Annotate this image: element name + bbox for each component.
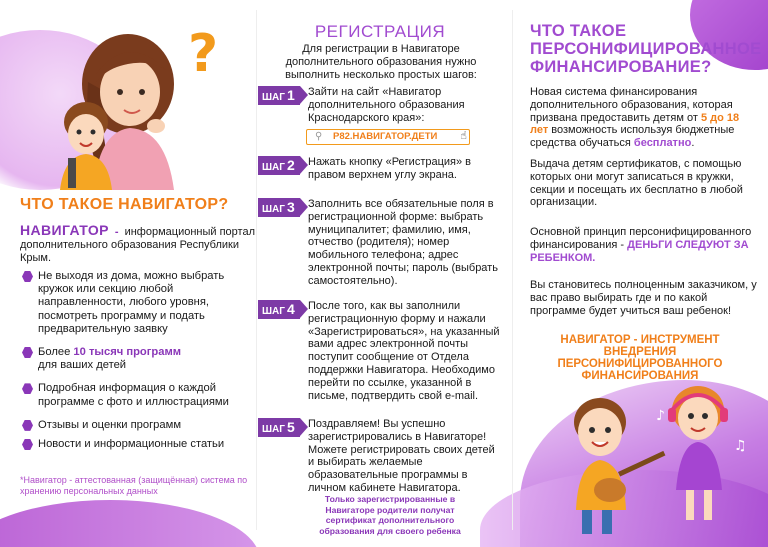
- financing-paragraph-2: Выдача детям сертификатов, с помощью которых они могут записаться в кружки, секции и посещать их бесплатно в любой организации.: [530, 158, 743, 209]
- navigator-tool-banner: НАВИГАТОР - ИНСТРУМЕНТ ВНЕДРЕНИЯ ПЕРСОНИФИЦИРОВАННОГО ФИНАНСИРОВАНИЯ: [557, 334, 723, 382]
- step-badge: ШАГ 3: [258, 198, 300, 217]
- hexagon-bullet-icon: [22, 420, 33, 431]
- list-item: Новости и информационные статьи: [22, 438, 254, 451]
- navigator-intro: [20, 224, 260, 265]
- hexagon-bullet-icon: [22, 271, 33, 282]
- intro-dash: -: [114, 226, 119, 238]
- list-item: Отзывы и оценки программ: [22, 419, 254, 432]
- decor-wave-bottom-left: [0, 500, 260, 547]
- site-url-link[interactable]: ⚲ Р82.НАВИГАТОР.ДЕТИ ☝: [306, 129, 470, 145]
- section-title-registration: РЕГИСТРАЦИЯ: [314, 22, 446, 41]
- children-music-illustration: [548, 380, 758, 540]
- step-text: После того, как вы заполнили регистрационную форму и нажали «Зарегистрироваться», на указанный вами адрес электронной почты поступит сообщение от Отдела поддержки Навигатора. Необходимо перейти по ссылке, указанной в письме, подтвердить свой e-mail.: [308, 300, 500, 402]
- financing-paragraph-1: Новая система финансирования дополнительного образования, которая призвана предоставить детям от 5 до 18 лет возможность используя бюджетные средства обучаться бесплатно.: [530, 86, 740, 150]
- registration-intro: Для регистрации в Навигаторе дополнительного образования нужно выполнить несколько простых шагов:: [285, 43, 477, 81]
- column-divider: [256, 10, 257, 530]
- certificate-note: Только зарегистрированные в Навигаторе родители получат сертификат дополнительного образования для своего ребенка: [319, 494, 461, 536]
- step-badge: ШАГ 2: [258, 156, 300, 175]
- step-badge: ШАГ 1: [258, 86, 300, 105]
- hexagon-bullet-icon: [22, 439, 33, 450]
- step-text: Нажать кнопку «Регистрация» в правом верхнем углу экрана.: [308, 156, 472, 181]
- navigator-features-list: [22, 270, 254, 451]
- financing-paragraph-3: Основной принцип персонифицированного финансирования - ДЕНЬГИ СЛЕДУЮТ ЗА РЕБЕНКОМ.: [530, 226, 752, 264]
- list-item: Не выходя из дома, можно выбрать кружок или секцию любой направленности, любого уровня, посмотреть программу и подать предварительную заявку: [22, 270, 254, 336]
- hexagon-bullet-icon: [22, 383, 33, 394]
- step-text: Зайти на сайт «Навигатор дополнительного образования Краснодарского края»:: [308, 86, 465, 124]
- svg-text:♪: ♪: [656, 408, 665, 424]
- navigator-name: НАВИГАТОР: [20, 222, 109, 238]
- step-badge: ШАГ 4: [258, 300, 300, 319]
- financing-paragraph-4: Вы становитесь полноценным заказчиком, у вас право выбирать где и по какой программе будет учиться ваш ребенок!: [530, 279, 757, 317]
- hexagon-bullet-icon: [22, 347, 33, 358]
- footnote-security: *Навигатор - аттестованная (защищённая) система по хранению персональных данных: [20, 475, 248, 496]
- step-text: Поздравляем! Вы успешно зарегистрировались в Навигаторе! Можете регистрировать своих детей и выбирать желаемые образовательные программы в личном кабинете Навигатора.: [308, 418, 495, 494]
- step-text: Заполнить все обязательные поля в регистрационной форме: выбрать муниципалитет; фамилию, имя, отчество (родителя); номер мобильного телефона; адрес электронной почты; пароль (выбрать самостоятельно).: [308, 198, 498, 287]
- section-title-personified-financing: ЧТО ТАКОЕ ПЕРСОНИФИЦИРОВАННОЕ ФИНАНСИРОВАНИЕ?: [530, 22, 762, 76]
- step-badge: ШАГ 5: [258, 418, 300, 437]
- svg-text:♫: ♫: [734, 438, 747, 454]
- column-divider: [512, 10, 513, 530]
- section-title-what-is-navigator: ЧТО ТАКОЕ НАВИГАТОР?: [20, 196, 229, 213]
- pointer-cursor-icon: ☝: [460, 130, 467, 142]
- list-item: Более 10 тысяч программ для ваших детей: [22, 346, 254, 372]
- navigator-description: информационный портал дополнительного образования Республики Крым.: [20, 226, 255, 264]
- question-mark-icon: ?: [188, 24, 219, 84]
- search-icon: ⚲: [315, 131, 323, 142]
- list-item: Подробная информация о каждой программе с фото и иллюстрациями: [22, 382, 254, 408]
